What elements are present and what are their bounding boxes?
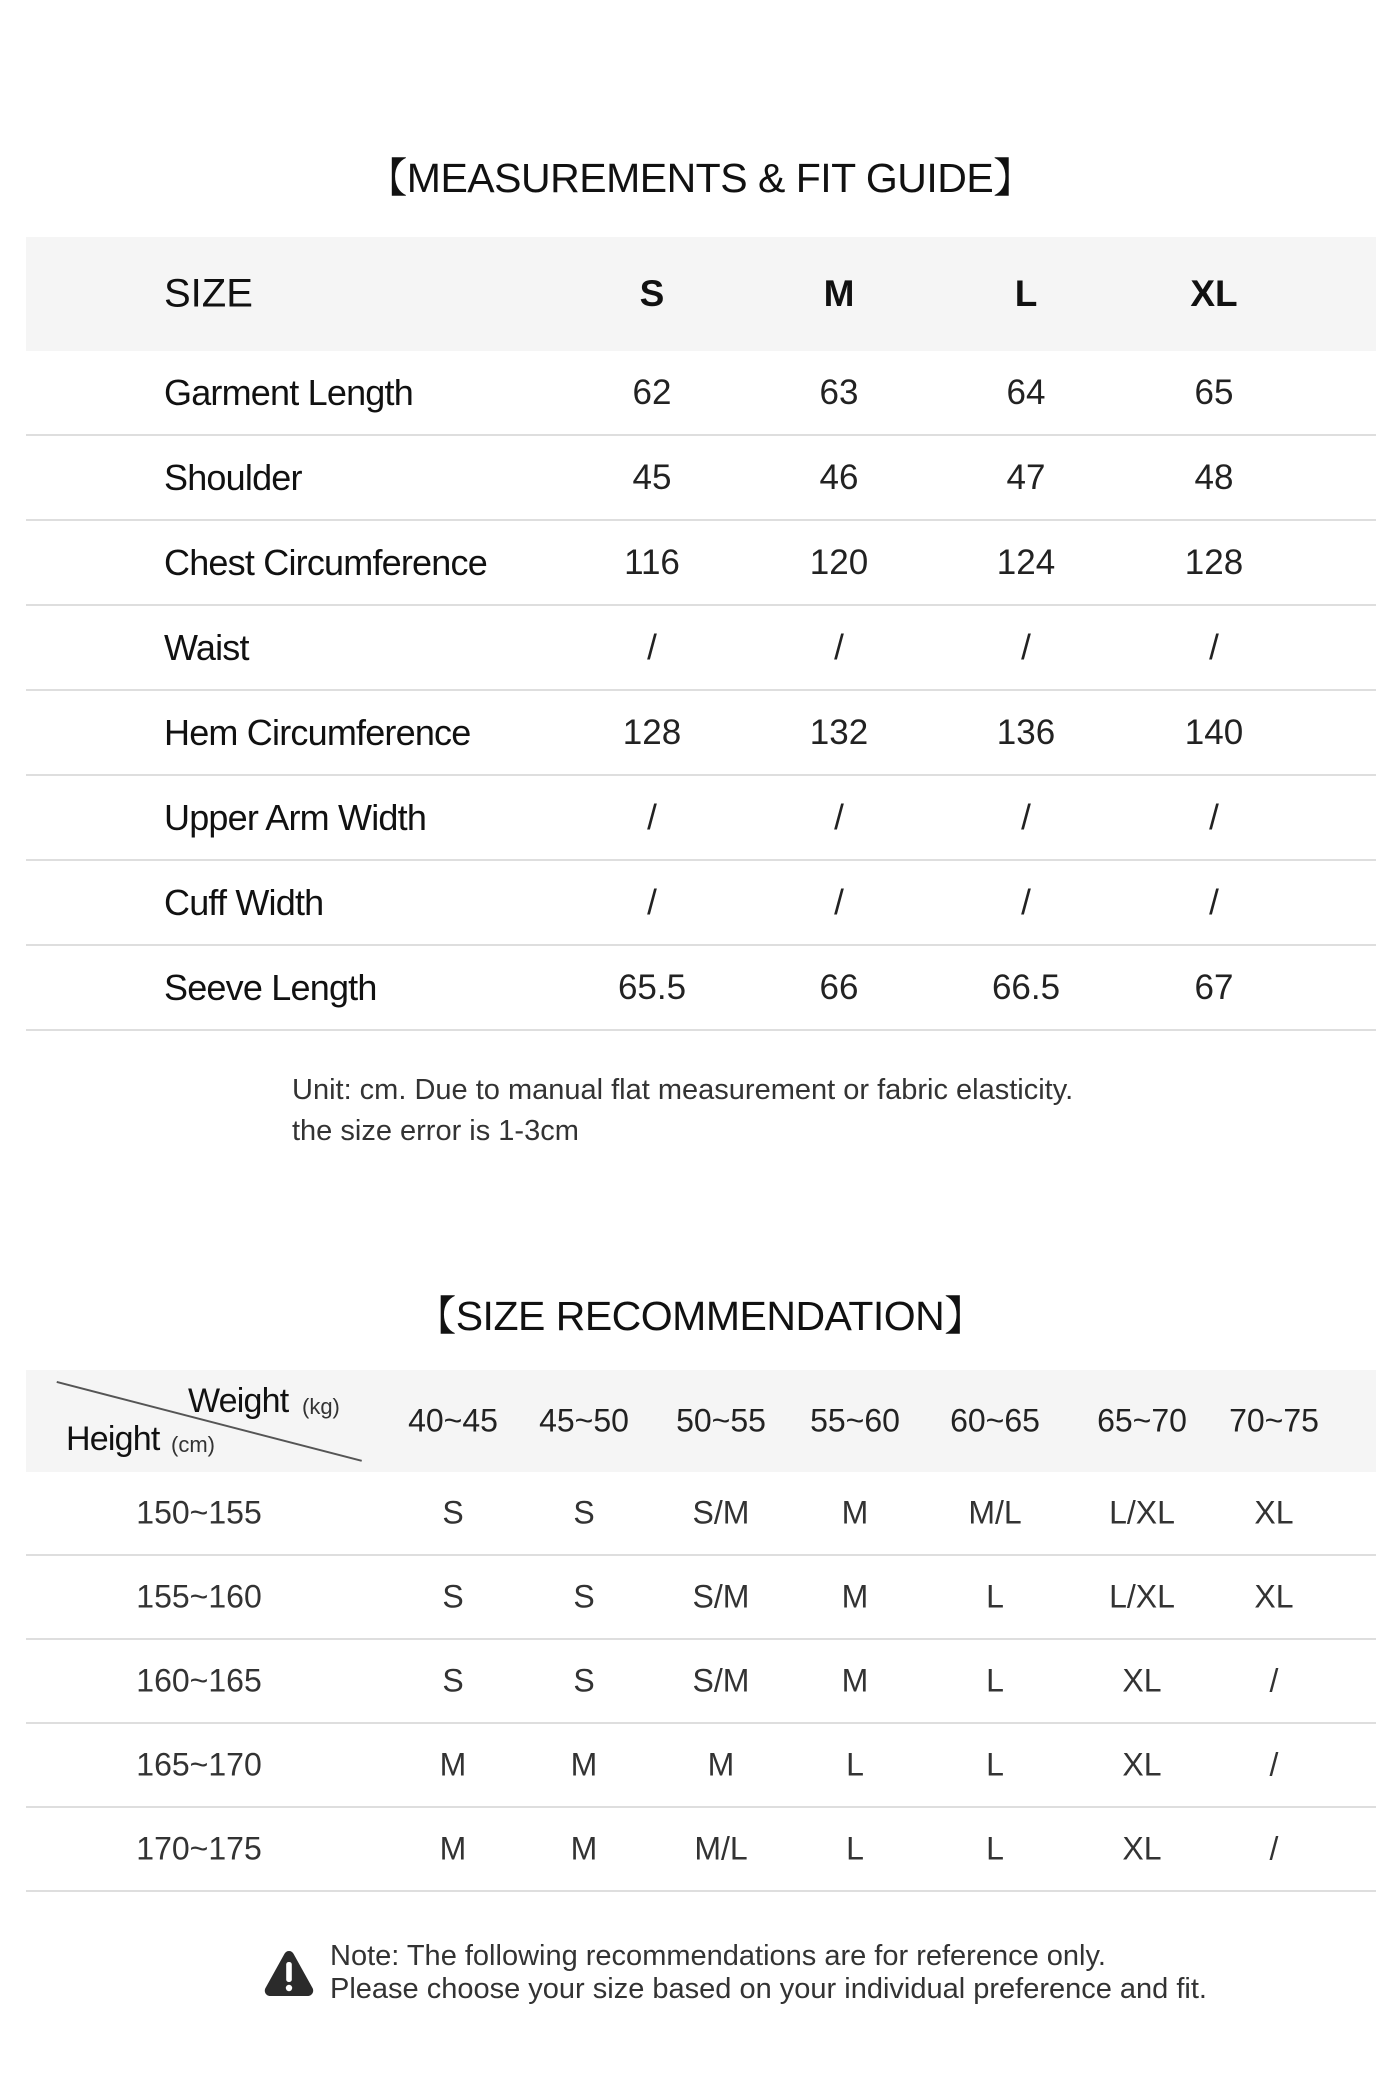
size-header-l: L (1014, 273, 1038, 314)
weight-range-header: 60~65 (950, 1402, 1040, 1439)
table-row (26, 1472, 1376, 1556)
table-cell: L/XL (1109, 1494, 1175, 1531)
table-cell: / (1269, 1662, 1279, 1699)
size-recommendation-table (26, 1370, 1376, 1892)
height-header-label: Height (66, 1420, 160, 1458)
height-range: 170~175 (136, 1830, 262, 1867)
recommendation-title: 【SIZE RECOMMENDATION】 (415, 1293, 985, 1339)
table-cell: 45 (632, 457, 672, 497)
table-cell: 48 (1194, 457, 1234, 497)
row-label: Upper Arm Width (164, 796, 427, 838)
measurements-title: 【MEASUREMENTS & FIT GUIDE】 (366, 155, 1034, 201)
row-label: Seeve Length (164, 966, 377, 1008)
table-cell: / (1269, 1746, 1279, 1783)
table-cell: L/XL (1109, 1578, 1175, 1615)
table-row (26, 521, 1376, 606)
table-cell: L (986, 1830, 1004, 1867)
table-cell: M (439, 1746, 467, 1783)
recommendation-note-line2: Please choose your size based on your individual preference and fit. (330, 1973, 1207, 2005)
table-cell: M/L (694, 1830, 748, 1867)
table-cell: / (834, 797, 844, 837)
row-label: Hem Circumference (164, 711, 471, 753)
weight-header-label: Weight (188, 1382, 289, 1420)
weight-range-header: 45~50 (539, 1402, 629, 1439)
table-cell: S/M (692, 1578, 750, 1615)
table-row (26, 1640, 1376, 1724)
table-cell: / (1209, 882, 1219, 922)
table-cell: 65.5 (617, 967, 687, 1007)
table-cell: M/L (968, 1494, 1022, 1531)
table-row (26, 436, 1376, 521)
table-cell: / (1021, 882, 1031, 922)
recommendation-note (330, 1940, 1207, 2006)
table-cell: M (841, 1494, 869, 1531)
table-row (26, 606, 1376, 691)
table-cell: L (986, 1662, 1004, 1699)
recommendation-note-line1: Note: The following recommendations are for reference only. (330, 1940, 1106, 1972)
row-label: Shoulder (164, 456, 302, 498)
size-header-m: M (823, 273, 855, 314)
table-cell: L (846, 1830, 864, 1867)
table-cell: L (846, 1746, 864, 1783)
table-cell: / (647, 627, 657, 667)
table-cell: XL (1254, 1578, 1294, 1615)
table-row (26, 691, 1376, 776)
table-cell: XL (1122, 1746, 1162, 1783)
row-label: Garment Length (164, 371, 413, 413)
table-cell: 66 (819, 967, 859, 1007)
height-unit: (cm) (171, 1432, 215, 1457)
row-label: Cuff Width (164, 881, 324, 923)
table-cell: S (573, 1662, 595, 1699)
table-cell: M (570, 1746, 598, 1783)
measurements-table (26, 237, 1376, 1031)
table-cell: 128 (622, 712, 682, 752)
table-cell: M (570, 1830, 598, 1867)
weight-range-header: 65~70 (1097, 1402, 1187, 1439)
table-cell: S/M (692, 1494, 750, 1531)
table-cell: M (707, 1746, 735, 1783)
table-cell: / (647, 882, 657, 922)
table-cell: 62 (632, 372, 672, 412)
table-cell: M (439, 1830, 467, 1867)
table-cell: 65 (1194, 372, 1234, 412)
table-cell: 128 (1184, 542, 1244, 582)
table-row (26, 351, 1376, 436)
size-header-xl: XL (1190, 273, 1238, 314)
table-cell: S (442, 1494, 464, 1531)
table-row (26, 1556, 1376, 1640)
table-cell: 120 (809, 542, 869, 582)
table-cell: 47 (1006, 457, 1046, 497)
row-label: Chest Circumference (164, 541, 487, 583)
recommendation-header-row (26, 1370, 1376, 1472)
table-cell: 132 (809, 712, 869, 752)
table-cell: 67 (1194, 967, 1234, 1007)
unit-note-line2: the size error is 1-3cm (292, 1115, 579, 1147)
table-cell: S/M (692, 1662, 750, 1699)
table-cell: 124 (996, 542, 1056, 582)
warning-icon (262, 1947, 316, 2001)
height-range: 160~165 (136, 1662, 262, 1699)
table-row (26, 1724, 1376, 1808)
table-cell: 63 (819, 372, 859, 412)
table-row (26, 1808, 1376, 1892)
height-range: 165~170 (136, 1746, 262, 1783)
weight-range-header: 40~45 (408, 1402, 498, 1439)
table-cell: XL (1122, 1662, 1162, 1699)
table-cell: XL (1122, 1830, 1162, 1867)
unit-note-line1: Unit: cm. Due to manual flat measurement or fabric elasticity. (292, 1074, 1074, 1106)
table-cell: / (1021, 797, 1031, 837)
table-cell: S (573, 1578, 595, 1615)
table-cell: S (442, 1662, 464, 1699)
table-cell: S (573, 1494, 595, 1531)
table-cell: / (1209, 627, 1219, 667)
table-cell: 136 (996, 712, 1056, 752)
table-cell: / (647, 797, 657, 837)
table-cell: / (1269, 1830, 1279, 1867)
height-range: 150~155 (136, 1494, 262, 1531)
weight-range-header: 55~60 (810, 1402, 900, 1439)
table-cell: L (986, 1578, 1004, 1615)
table-cell: / (1021, 627, 1031, 667)
table-cell: 46 (819, 457, 859, 497)
unit-note (292, 1070, 1073, 1152)
size-header-label: SIZE (164, 271, 253, 316)
table-cell: M (841, 1662, 869, 1699)
weight-unit: (kg) (302, 1394, 340, 1419)
table-cell: 140 (1184, 712, 1244, 752)
table-cell: XL (1254, 1494, 1294, 1531)
measurements-header-row (26, 237, 1376, 351)
table-cell: 116 (624, 542, 680, 582)
table-cell: / (834, 627, 844, 667)
table-cell: 66.5 (991, 967, 1061, 1007)
row-label: Waist (164, 626, 249, 668)
table-cell: S (442, 1578, 464, 1615)
table-cell: M (841, 1578, 869, 1615)
table-row (26, 776, 1376, 861)
table-row (26, 861, 1376, 946)
table-cell: L (986, 1746, 1004, 1783)
weight-range-header: 50~55 (676, 1402, 766, 1439)
height-range: 155~160 (136, 1578, 262, 1615)
table-cell: / (834, 882, 844, 922)
table-cell: 64 (1006, 372, 1046, 412)
table-cell: / (1209, 797, 1219, 837)
weight-range-header: 70~75 (1229, 1402, 1319, 1439)
size-header-s: S (639, 273, 665, 314)
table-row (26, 946, 1376, 1031)
